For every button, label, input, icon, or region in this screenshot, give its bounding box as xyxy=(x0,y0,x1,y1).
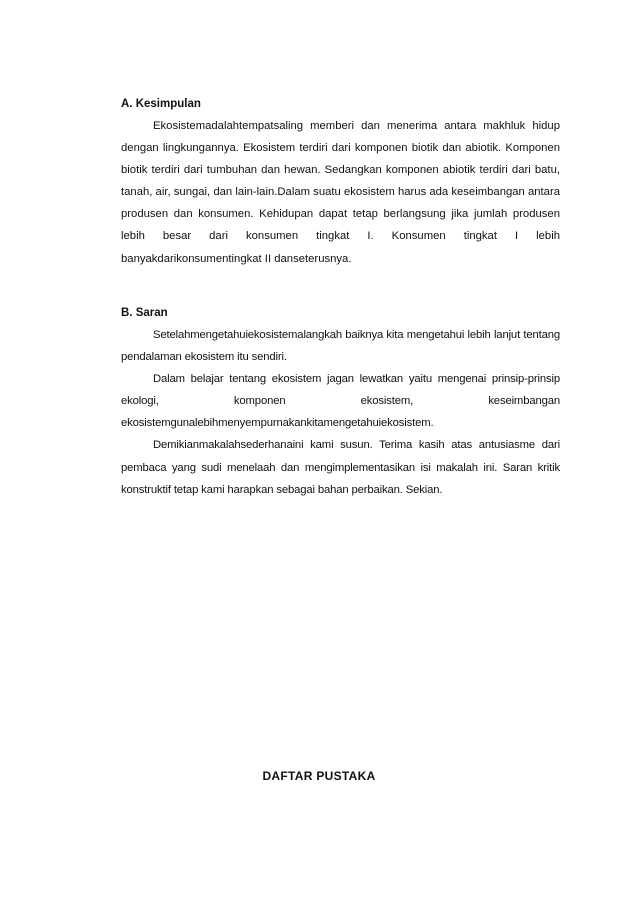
saran-paragraph-2: Dalam belajar tentang ekosistem jagan lewatkan yaitu mengenai prinsip-prinsip ekologi, komponen ekosistem, keseimbangan ekosistemgunalebihmenyempurnakankitamengetahuiekosistem. xyxy=(121,373,560,430)
kesimpulan-section xyxy=(121,93,560,270)
daftar-pustaka-heading: DAFTAR PUSTAKA xyxy=(262,769,376,783)
kesimpulan-heading: A. Kesimpulan xyxy=(121,98,201,110)
saran-heading: B. Saran xyxy=(121,307,168,319)
saran-paragraph-3: Demikianmakalahsederhanaini kami susun. Terima kasih atas antusiasme dari pembaca yang sudi menelaah dan mengimplementasikan isi makalah ini. Saran kritik konstruktif tetap kami harapkan sebagai bahan perbaikan. Sekian. xyxy=(121,439,560,496)
saran-paragraph-1: Setelahmengetahuiekosistemalangkah baiknya kita mengetahui lebih lanjut tentang pendalaman ekosistem itu sendiri. xyxy=(121,329,560,364)
saran-section xyxy=(121,302,560,501)
kesimpulan-paragraph: Ekosistemadalahtempatsaling memberi dan menerima antara makhluk hidup dengan lingkungannya. Ekosistem terdiri dari komponen biotik dan abiotik. Komponen biotik terdiri dari tumbuhan dan hewan. Sedangkan komponen abiotik terdiri dari batu, tanah, air, sungai, dan lain-lain.Dalam suatu ekosistem harus ada keseimbangan antara produsen dan konsumen. Kehidupan dapat tetap berlangsung jika jumlah produsen lebih besar dari konsumen tingkat I. Konsumen tingkat I lebih banyakdarikonsumentingkat II danseterusnya. xyxy=(121,120,560,265)
